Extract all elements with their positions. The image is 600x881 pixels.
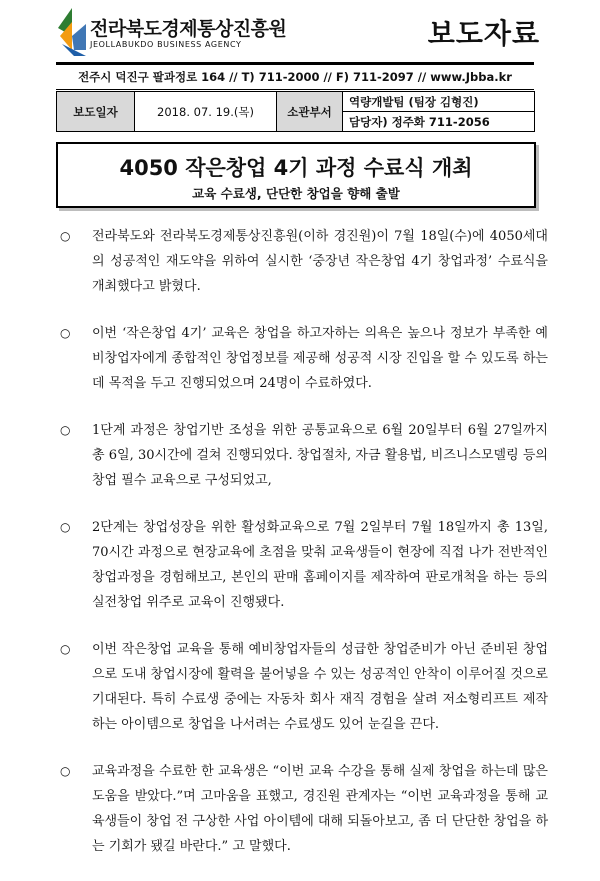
paragraph-text: 1단계 과정은 창업기반 조성을 위한 공통교육으로 6월 20일부터 6월 27일까지 총 6일, 30시간에 걸쳐 진행되었다. 창업절차, 자금 활용법, 비즈니스모델링 등의 창업 필수 교육으로 구성되었고, — [92, 423, 548, 488]
org-name-english: JEOLLABUKDO BUSINESS AGENCY — [90, 40, 242, 49]
contact-bar: 전주시 덕진구 팔과정로 164 // T) 711-2000 // F) 711-2097 // www.Jbba.kr — [56, 62, 534, 90]
bullet-circle-icon: ○ — [60, 764, 71, 778]
paragraph — [60, 637, 548, 737]
paragraph — [60, 321, 548, 396]
paragraph-text: 교육과정을 수료한 한 교육생은 “이번 교육 수강을 통해 실제 창업을 하는데 많은 도움을 받았다.”며 고마움을 표했고, 경진원 관계자는 “이번 교육과정을 통해 교육생들이 창업 전 구상한 사업 아이템에 대해 되돌아보고, 좀 더 단단한 창업을 하는 기회가 됐길 바란다.” 고 말했다. — [92, 764, 548, 854]
bullet-circle-icon: ○ — [60, 423, 71, 437]
release-date-value: 2018. 07. 19.(목) — [135, 92, 277, 132]
department-label: 소관부서 — [277, 92, 343, 132]
bullet-circle-icon: ○ — [60, 326, 71, 340]
subheadline: 교육 수료생, 단단한 창업을 향해 출발 — [192, 186, 400, 201]
release-date-label: 보도일자 — [57, 92, 135, 132]
document-type-title: 보도자료 — [427, 17, 540, 50]
bullet-circle-icon: ○ — [60, 520, 71, 534]
agency-logo-icon — [56, 6, 90, 58]
department-value: 역량개발팀 (팀장 김형진) — [343, 92, 535, 112]
contact-person-value: 담당자) 정주화 711-2056 — [343, 112, 535, 132]
headline-box — [56, 142, 536, 208]
paragraph — [60, 418, 548, 493]
paragraph-text: 2단계는 창업성장을 위한 활성화교육으로 7월 2일부터 7월 18일까지 총 13일, 70시간 과정으로 현장교육에 초점을 맞춰 교육생들이 현장에 직접 나가 전반적인 창업과정을 경험해보고, 본인의 판매 홈페이지를 제작하여 판로개척을 하는 등의 실전창업 위주로 교육이 진행됐다. — [92, 520, 548, 610]
headline: 4050 작은창업 4기 과정 수료식 개최 — [119, 156, 473, 180]
org-name-korean: 전라북도경제통상진흥원 — [90, 18, 287, 40]
paragraph-text: 전라북도와 전라북도경제통상진흥원(이하 경진원)이 7월 18일(수)에 4050세대의 성공적인 재도약을 위하여 실시한 ‘중장년 작은창업 4기 창업과정’ 수료식을 개최했다고 밝혔다. — [92, 229, 548, 294]
paragraph — [60, 515, 548, 615]
paragraph-text: 이번 ‘작은창업 4기’ 교육은 창업을 하고자하는 의욕은 높으나 정보가 부족한 예비창업자에게 종합적인 창업정보를 제공해 성공적 시장 진입을 할 수 있도록 하는 데 목적을 두고 진행되었으며 24명이 수료하였다. — [92, 326, 548, 391]
bullet-circle-icon: ○ — [60, 229, 71, 243]
paragraph-text: 이번 작은창업 교육을 통해 예비창업자들의 성급한 창업준비가 아닌 준비된 창업으로 도내 창업시장에 활력을 불어넣을 수 있는 성공적인 안착이 이루어질 것으로 기대된다. 특히 수료생 중에는 자동차 회사 재직 경험을 살려 저소형리프트 제작하는 아이템으로 창업을 나서려는 수료생도 있어 눈길을 끈다. — [92, 642, 548, 732]
page-header — [0, 0, 600, 62]
paragraph — [60, 224, 548, 299]
paragraph — [60, 759, 548, 859]
release-info-table — [56, 91, 535, 132]
bullet-circle-icon: ○ — [60, 642, 71, 656]
article-body — [60, 224, 548, 881]
